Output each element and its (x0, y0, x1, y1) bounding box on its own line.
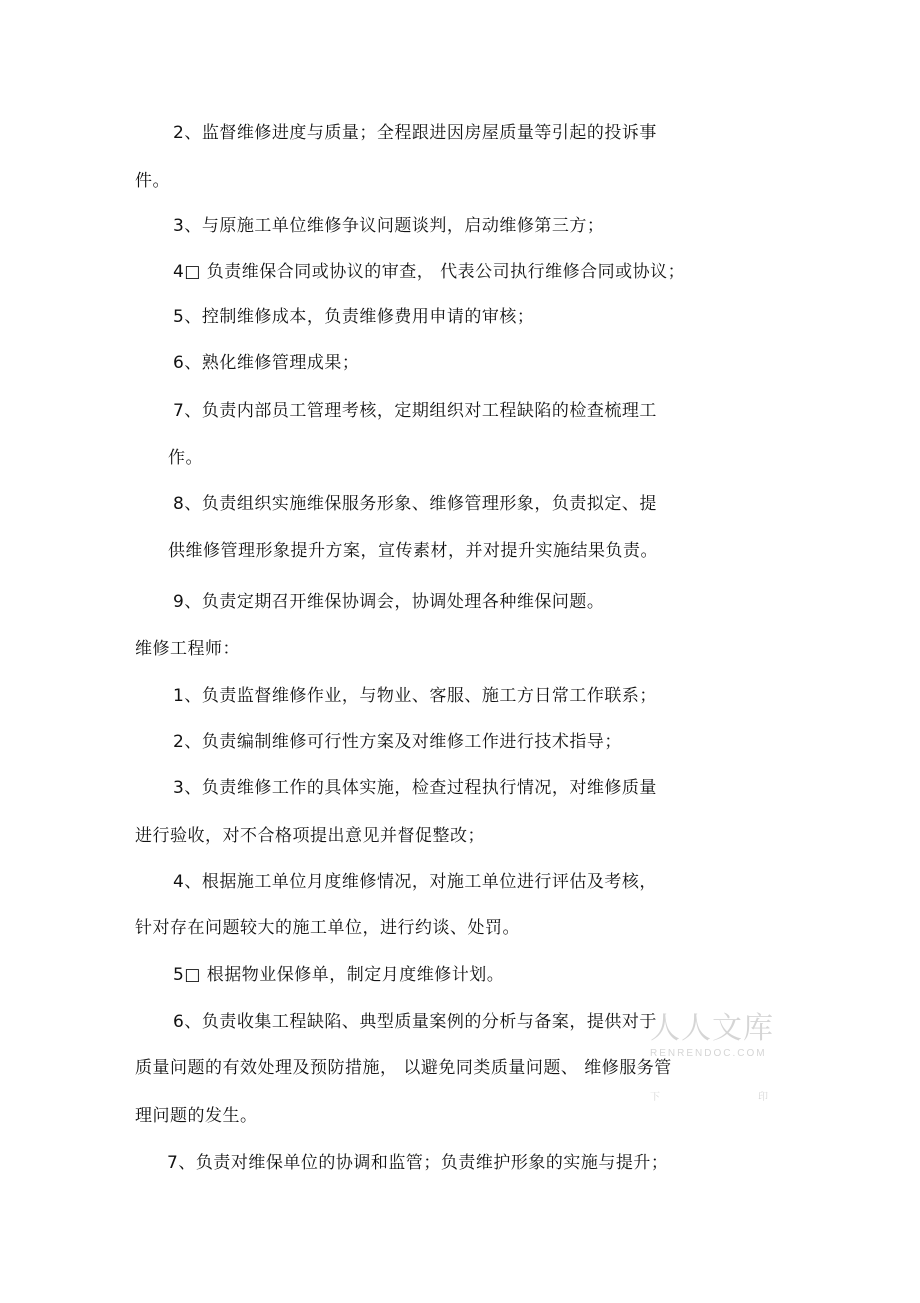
watermark-right-char: 印 (758, 1092, 768, 1103)
watermark (650, 1012, 775, 1102)
text-line: 1、负责监督维修作业，与物业、客服、施工方日常工作联系； (173, 686, 657, 706)
text-line: 作。 (168, 448, 203, 468)
watermark-left-char: 下 (650, 1092, 660, 1103)
text-line: 3、与原施工单位维修争议问题谈判，启动维修第三方； (173, 216, 605, 236)
text-line: 针对存在问题较大的施工单位，进行约谈、处罚。 (135, 918, 520, 938)
text-line: 5□ 根据物业保修单，制定月度维修计划。 (173, 965, 505, 985)
text-line: 件。 (135, 171, 170, 191)
text-line: 理问题的发生。 (135, 1106, 258, 1126)
text-line: 6、负责收集工程缺陷、典型质量案例的分析与备案，提供对于 (173, 1012, 657, 1032)
text-line: 2、监督维修进度与质量；全程跟进因房屋质量等引起的投诉事 (173, 123, 657, 143)
text-line: 进行验收，对不合格项提出意见并督促整改； (135, 826, 485, 846)
text-line: 2、负责编制维修可行性方案及对维修工作进行技术指导； (173, 732, 622, 752)
section-heading: 维修工程师： (135, 639, 240, 659)
text-line: 5、控制维修成本，负责维修费用申请的审核； (173, 307, 535, 327)
text-line: 供维修管理形象提升方案，宣传素材，并对提升实施结果负责。 (168, 541, 658, 561)
text-line: 4、根据施工单位月度维修情况，对施工单位进行评估及考核， (173, 872, 657, 892)
text-line: 9、负责定期召开维保协调会，协调处理各种维保问题。 (173, 592, 605, 612)
text-line: 6、熟化维修管理成果； (173, 353, 360, 373)
text-line: 8、负责组织实施维保服务形象、维修管理形象，负责拟定、提 (173, 494, 657, 514)
watermark-url: RENRENDOC.COM (650, 1048, 767, 1059)
watermark-logo-text: 人人文库 (650, 1011, 774, 1046)
text-line: 7、负责对维保单位的协调和监管；负责维护形象的实施与提升； (167, 1153, 669, 1173)
text-line: 4□ 负责维保合同或协议的审查， 代表公司执行维修合同或协议； (173, 262, 686, 282)
text-line: 7、负责内部员工管理考核，定期组织对工程缺陷的检查梳理工 (173, 401, 657, 421)
text-line: 质量问题的有效处理及预防措施， 以避免同类质量问题、 维修服务管 (135, 1058, 672, 1078)
text-line: 3、负责维修工作的具体实施，检查过程执行情况，对维修质量 (173, 778, 657, 798)
